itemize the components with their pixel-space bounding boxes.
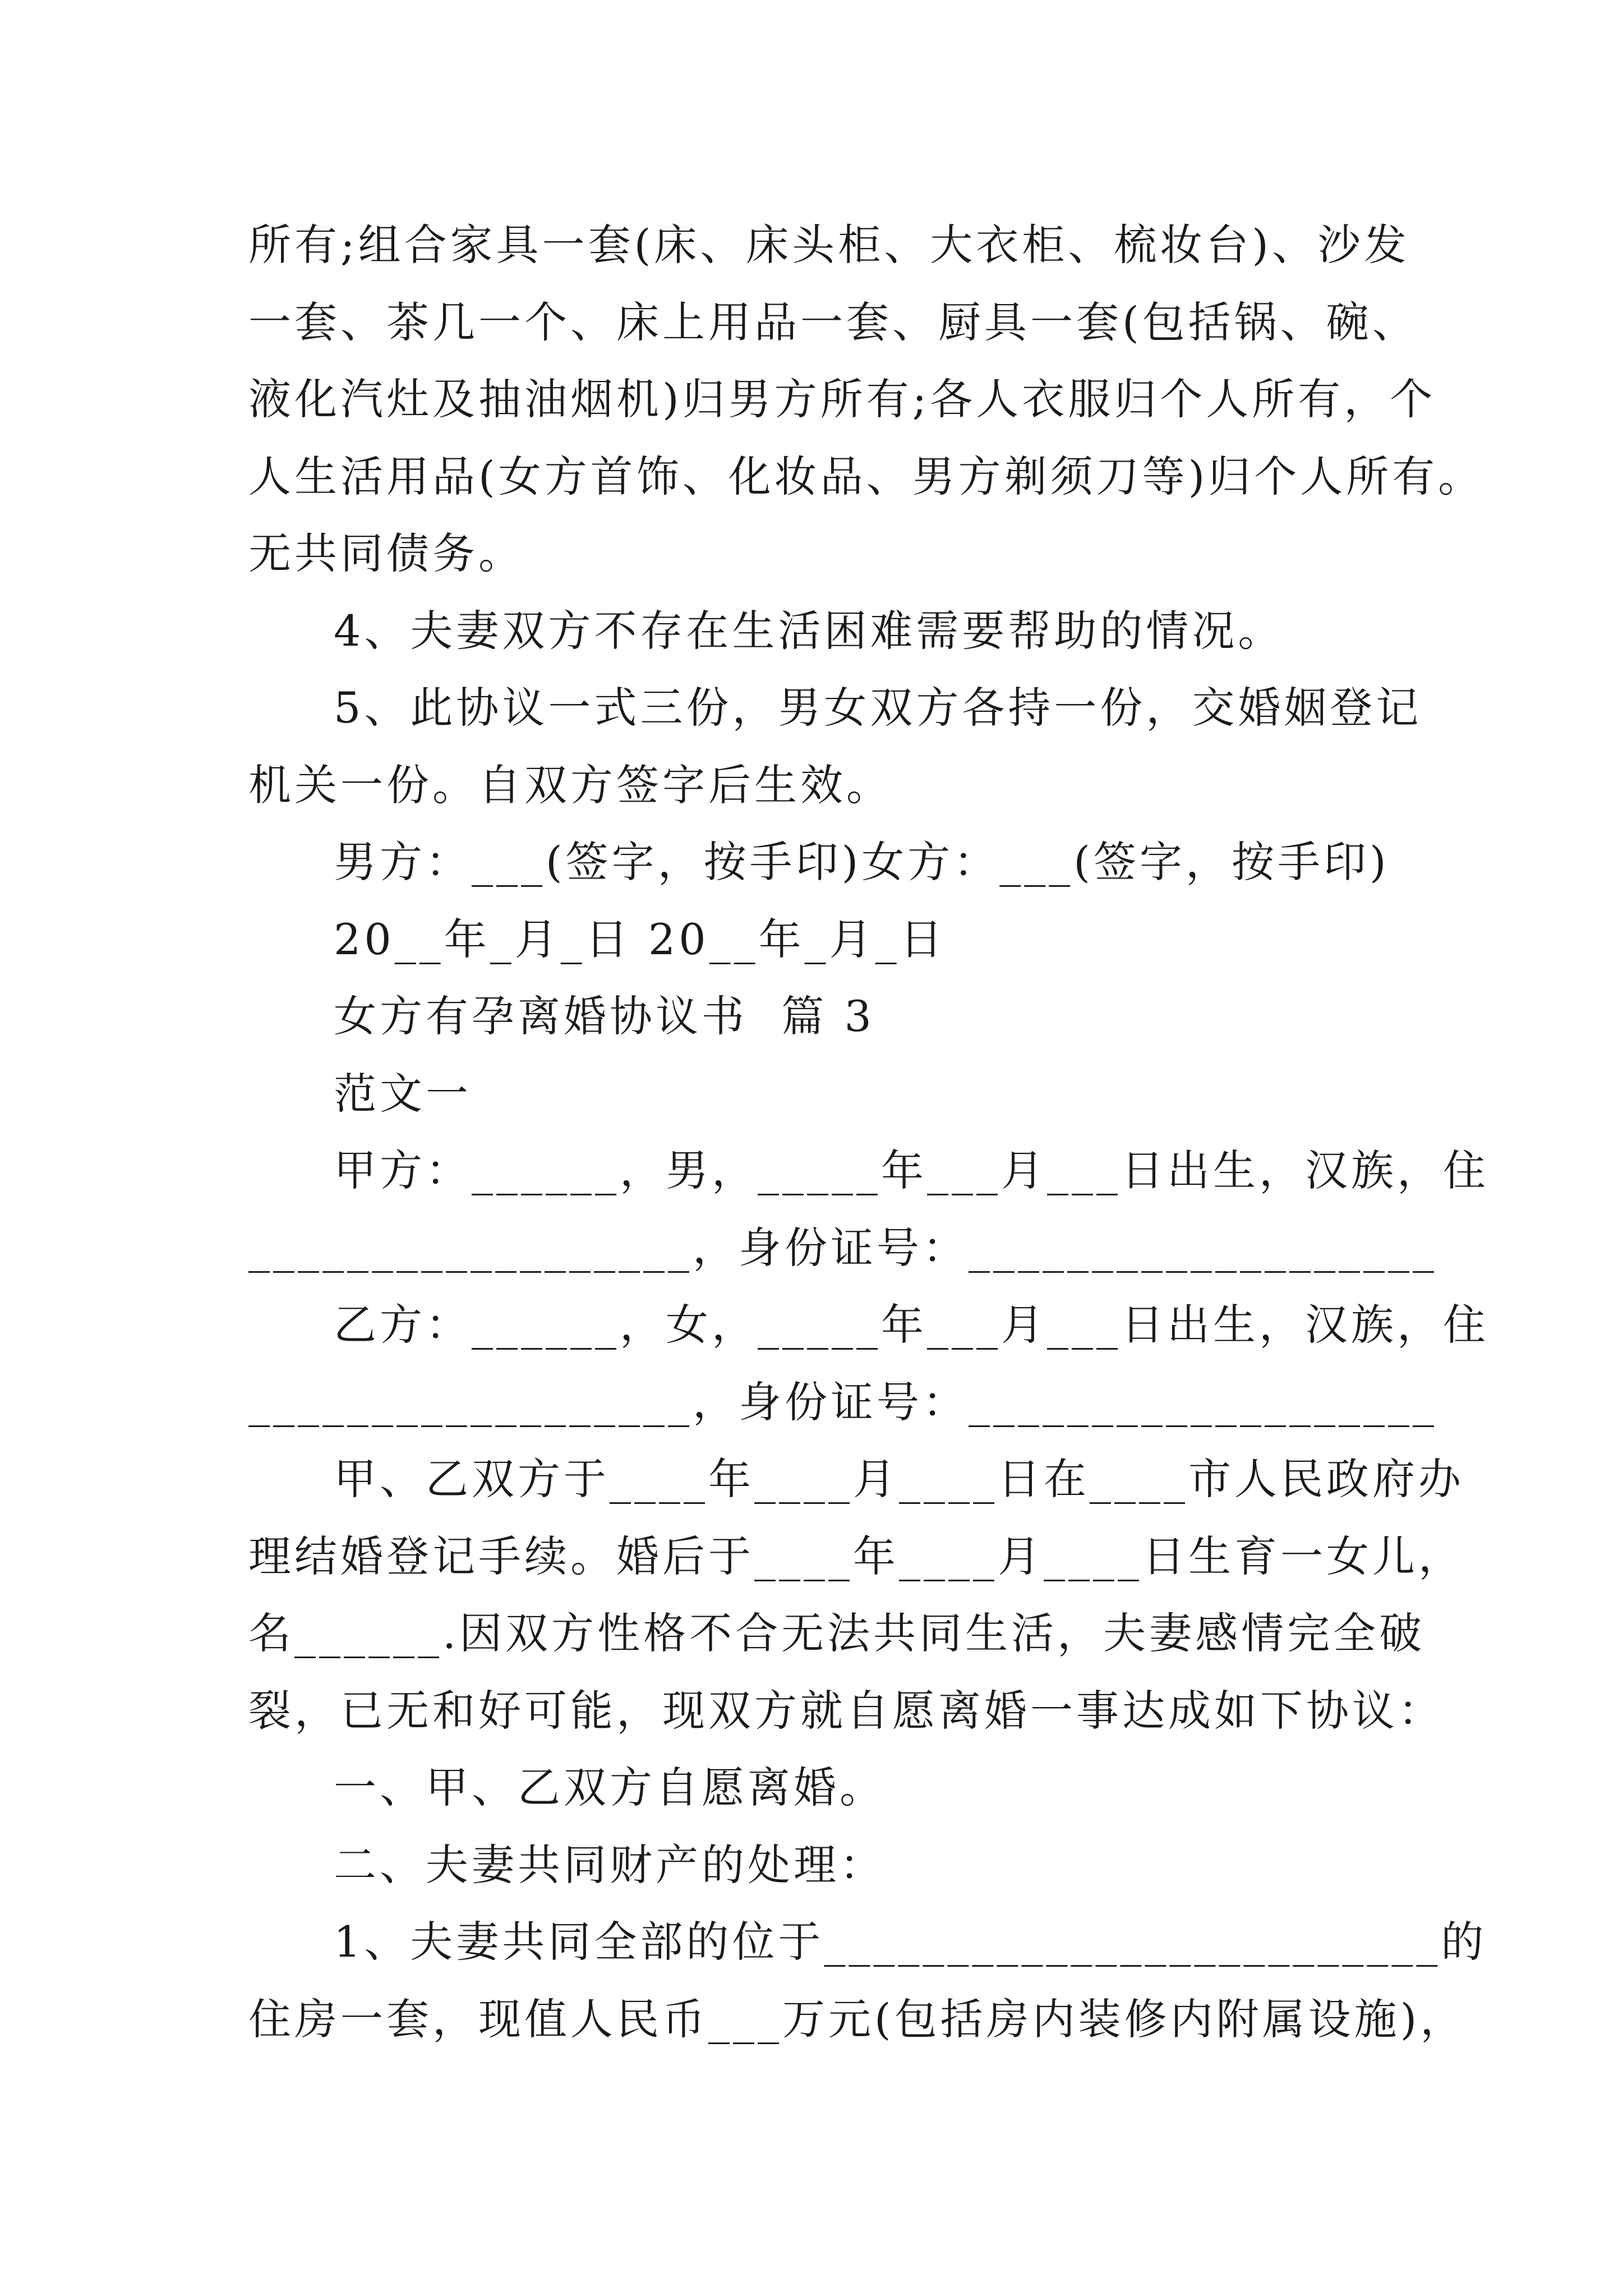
paragraph-line: 乙方：______，女，_____年___月___日出生，汉族，住 <box>334 1300 1489 1350</box>
paragraph-line: 4、夫妻双方不存在生活困难需要帮助的情况。 <box>334 605 1284 656</box>
paragraph-line: 甲、乙双方于____年____月____日在____市人民政府办 <box>334 1454 1464 1504</box>
section-heading: 女方有孕离婚协议书 篇 3 <box>334 991 875 1041</box>
paragraph-line: 机关一份。自双方签字后生效。 <box>248 760 892 810</box>
paragraph-line: 裂，已无和好可能，现双方就自愿离婚一事达成如下协议： <box>248 1685 1444 1736</box>
paragraph-line: 所有;组合家具一套(床、床头柜、大衣柜、梳妆台)、沙发 <box>248 220 1410 270</box>
paragraph-line: 液化汽灶及抽油烟机)归男方所有;各人衣服归个人所有，个 <box>248 374 1436 424</box>
paragraph-line: 5、此协议一式三份，男女双方各持一份，交婚姻登记 <box>334 683 1422 733</box>
signature-line: 男方：___(签字，按手印)女方：___(签字，按手印) <box>334 837 1390 887</box>
paragraph-line: 一、甲、乙双方自愿离婚。 <box>334 1763 886 1812</box>
paragraph-line: 住房一套，现值人民币___万元(包括房内装修内附属设施)， <box>248 1994 1467 2044</box>
paragraph-line: 一套、茶几一个、床上用品一套、厨具一套(包括锅、碗、 <box>248 297 1418 347</box>
paragraph-line: __________________，身份证号：___________________ <box>248 1377 1437 1427</box>
section-subheading: 范文一 <box>334 1068 472 1119</box>
document-body <box>248 206 1489 2058</box>
paragraph-line: 人生活用品(女方首饰、化妆品、男方剃须刀等)归个人所有。 <box>248 451 1484 501</box>
paragraph-line: 理结婚登记手续。婚后于____年____月____日生育一女儿， <box>248 1531 1464 1581</box>
paragraph-line: 二、夫妻共同财产的处理： <box>334 1839 886 1890</box>
paragraph-line: 无共同债务。 <box>248 528 524 578</box>
paragraph-line: 甲方：______，男，_____年___月___日出生，汉族，住 <box>334 1145 1489 1195</box>
paragraph-line: __________________，身份证号：___________________ <box>248 1222 1437 1273</box>
paragraph-line: 1、夫妻共同全部的位于_________________________的 <box>334 1917 1487 1967</box>
date-line: 20__年_月_日 20__年_月_日 <box>334 914 946 964</box>
paragraph-line: 名______.因双方性格不合无法共同生活，夫妻感情完全破 <box>248 1608 1426 1658</box>
